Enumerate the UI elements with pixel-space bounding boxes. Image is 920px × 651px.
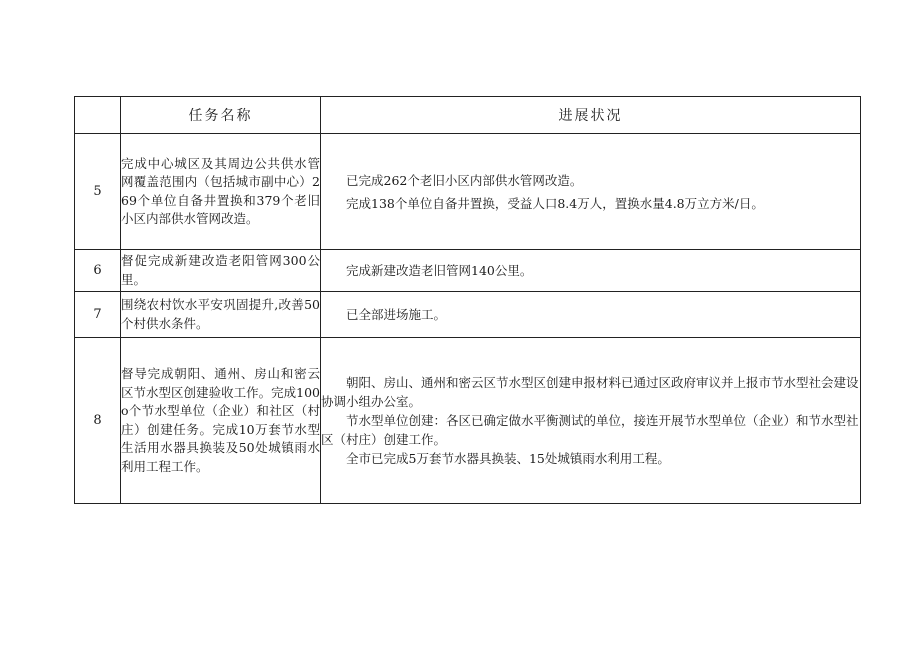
row-number: 5 (75, 134, 121, 250)
table-row (75, 134, 861, 250)
status-line: 已完成262个老旧小区内部供水管网改造。 (346, 172, 583, 188)
table-row (75, 338, 861, 504)
status-line: 已全部进场施工。 (346, 307, 447, 322)
status-cell (321, 338, 861, 504)
status-line: 完成138个单位自备井置换，受益人口8.4万人，置换水量4.8万立方米/日。 (346, 195, 764, 211)
task-cell: 围绕农村饮水平安巩固提升,改善50个村供水条件。 (121, 292, 321, 338)
header-num (75, 97, 121, 134)
row-number: 6 (75, 250, 121, 292)
task-cell: 督导完成朝阳、通州、房山和密云区节水型区创建验收工作。完成100o个节水型单位（企业）和社区（村庄）创建任务。完成10万套节水型生活用水器具换装及50处城镇雨水利用工程工作。 (121, 338, 321, 504)
status-line: 朝阳、房山、通州和密云区节水型区创建申报材料已通过区政府审议并上报市节水型社会建设协调小组办公室。 (321, 375, 859, 409)
header-row (75, 97, 861, 134)
row-number: 8 (75, 338, 121, 504)
status-cell (321, 292, 861, 338)
status-line: 完成新建改造老旧管网140公里。 (346, 263, 533, 278)
header-status: 进展状况 (321, 97, 861, 134)
header-task: 任务名称 (121, 97, 321, 134)
status-line: 节水型单位创建：各区已确定做水平衡测试的单位，接连开展节水型单位（企业）和节水型社区（村庄）创建工作。 (321, 413, 859, 447)
task-cell: 督促完成新建改造老阳管网300公里。 (121, 250, 321, 292)
progress-table (74, 96, 861, 504)
table-row (75, 250, 861, 292)
task-cell: 完成中心城区及其周边公共供水管网覆盖范围内（包括城市副中心）269个单位自备井置换和379个老旧小区内部供水管网改造。 (121, 134, 321, 250)
row-number: 7 (75, 292, 121, 338)
status-cell (321, 250, 861, 292)
status-cell (321, 134, 861, 250)
status-line: 全市已完成5万套节水器具换装、15处城镇雨水利用工程。 (346, 451, 670, 466)
table-row (75, 292, 861, 338)
